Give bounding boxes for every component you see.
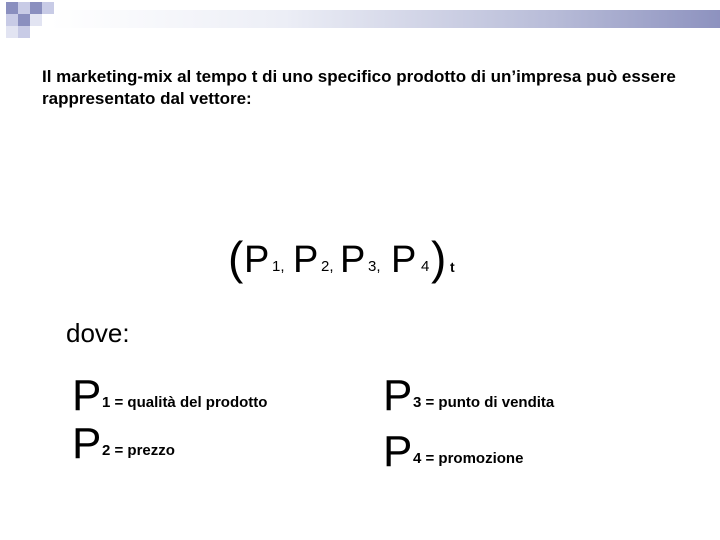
header-gradient-bar bbox=[50, 10, 720, 28]
header-square bbox=[6, 14, 18, 26]
header-square bbox=[30, 14, 42, 26]
header-square bbox=[42, 2, 54, 14]
vector-term-subscript: 2, bbox=[321, 258, 334, 275]
intro-text: Il marketing-mix al tempo t di uno specifico prodotto di un’impresa può essere rappresentato dal vettore: bbox=[42, 67, 676, 108]
dove-label: dove: bbox=[66, 318, 130, 348]
definition-letter: P bbox=[72, 371, 102, 420]
definition-text: 3 = punto di vendita bbox=[413, 394, 555, 411]
vector-term-letter: P bbox=[391, 239, 417, 281]
vector-term-letter: P bbox=[340, 239, 366, 281]
header-square bbox=[18, 26, 30, 38]
header-square bbox=[30, 2, 42, 14]
header-square bbox=[6, 26, 18, 38]
definition-text: 1 = qualità del prodotto bbox=[102, 394, 268, 411]
definition-text: 4 = promozione bbox=[413, 450, 524, 467]
vector-term-letter: P bbox=[244, 239, 270, 281]
vector-time-subscript: t bbox=[450, 259, 455, 275]
vector-term-letter: P bbox=[293, 239, 319, 281]
definition-letter: P bbox=[383, 371, 413, 420]
vector-term-subscript: 1, bbox=[272, 258, 285, 275]
definition-letter: P bbox=[383, 427, 413, 476]
header-square bbox=[6, 2, 18, 14]
vector-close-paren: ) bbox=[431, 232, 447, 284]
header-square bbox=[18, 2, 30, 14]
vector-term-subscript: 3, bbox=[368, 258, 381, 275]
definition-text: 2 = prezzo bbox=[102, 442, 175, 459]
vector-term-subscript: 4 bbox=[421, 258, 430, 275]
definition-letter: P bbox=[72, 419, 102, 468]
header-square bbox=[18, 14, 30, 26]
vector-open-paren: ( bbox=[228, 232, 244, 284]
